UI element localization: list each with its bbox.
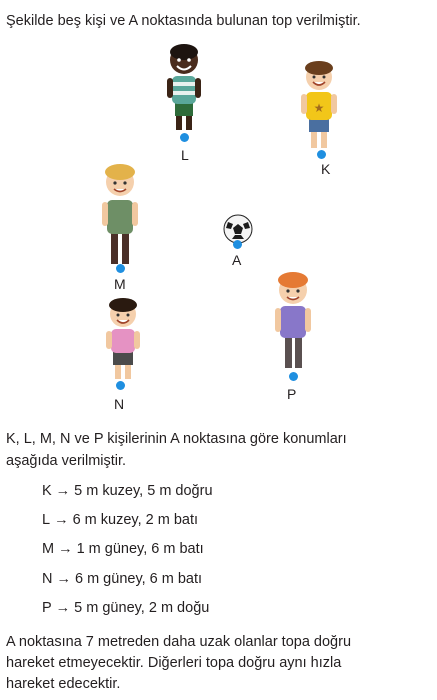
position-value: 5 m güney, 2 m doğu bbox=[74, 600, 210, 616]
boy-m-figure bbox=[99, 164, 141, 268]
boy-n-figure bbox=[103, 297, 143, 383]
person-name: N bbox=[42, 571, 53, 587]
point-m-label: M bbox=[114, 276, 126, 292]
rule-line-2: hareket etmeyecektir. Diğerleri topa doğru aynı hızla bbox=[6, 655, 342, 671]
arrow-icon: → bbox=[58, 541, 73, 557]
arrow-icon: → bbox=[55, 483, 71, 499]
person-name: M bbox=[42, 541, 55, 557]
rule-line-3: hareket edecektir. bbox=[6, 676, 121, 692]
person-name: P bbox=[42, 600, 52, 616]
person-name: L bbox=[42, 512, 51, 528]
position-value: 6 m güney, 6 m batı bbox=[74, 571, 203, 587]
intro-line-1: K, L, M, N ve P kişilerinin A noktasına göre konumları bbox=[6, 431, 347, 447]
point-p-dot bbox=[289, 372, 298, 381]
intro-line-2: aşağıda verilmiştir. bbox=[6, 453, 127, 469]
arrow-icon: → bbox=[54, 512, 69, 528]
point-a-dot bbox=[233, 240, 242, 249]
person-name: K bbox=[42, 483, 52, 499]
position-row-n bbox=[42, 571, 202, 587]
position-row-k bbox=[42, 483, 213, 499]
point-l-label: L bbox=[181, 147, 189, 163]
position-row-p bbox=[42, 600, 209, 616]
point-n-label: N bbox=[114, 396, 125, 412]
rule-line-1: A noktasına 7 metreden daha uzak olanlar topa doğru bbox=[6, 634, 352, 650]
point-n-dot bbox=[116, 381, 125, 390]
arrow-icon: → bbox=[56, 571, 71, 587]
position-value: 5 m kuzey, 5 m doğru bbox=[74, 483, 213, 499]
svg-text:★: ★ bbox=[313, 101, 325, 115]
position-row-m bbox=[42, 541, 204, 557]
point-m-dot bbox=[116, 264, 125, 273]
boy-p-figure bbox=[272, 272, 314, 372]
position-value: 1 m güney, 6 m batı bbox=[76, 541, 204, 557]
arrow-icon: → bbox=[55, 600, 71, 616]
position-value: 6 m kuzey, 2 m batı bbox=[72, 512, 199, 528]
position-row-l bbox=[42, 512, 198, 528]
point-a-label: A bbox=[232, 252, 242, 268]
point-l-dot bbox=[180, 133, 189, 142]
boy-k-figure bbox=[298, 60, 340, 152]
point-k-label: K bbox=[321, 161, 331, 177]
boy-l-figure bbox=[163, 42, 205, 134]
point-k-dot bbox=[317, 150, 326, 159]
problem-title: Şekilde beş kişi ve A noktasında bulunan top verilmiştir. bbox=[6, 13, 361, 29]
point-p-label: P bbox=[287, 386, 297, 402]
